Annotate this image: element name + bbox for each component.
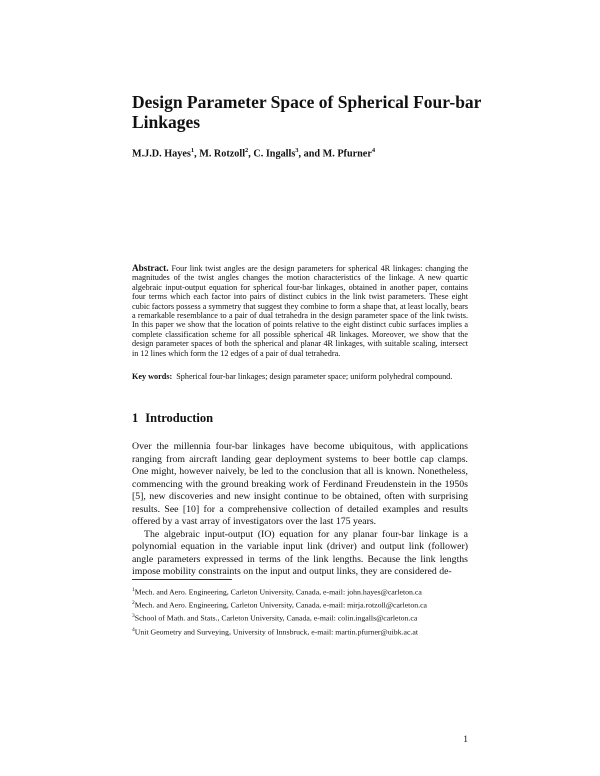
author-affiliation-mark: 2 — [245, 147, 249, 154]
section-title: Introduction — [145, 411, 214, 425]
footnote-mark: 2 — [132, 600, 135, 607]
abstract-heading: Abstract. — [132, 263, 169, 273]
footnotes — [132, 585, 468, 638]
footnote-text: School of Math. and Stats., Carleton University, Canada, e-mail: colin.ingalls@carleton.ca — [134, 613, 418, 623]
footnote-mark: 1 — [132, 587, 135, 593]
author-list — [132, 147, 492, 159]
footnote — [132, 611, 468, 624]
footnote-rule — [132, 579, 232, 580]
footnote — [132, 585, 468, 598]
footnote-text: Unit Geometry and Surveying, University of Innsbruck, e-mail: martin.pfurner@uibk.ac.at — [134, 627, 418, 637]
body-paragraph: The algebraic input-output (IO) equation for any planar four-bar linkage is a polynomial equation in the variable input link (driver) and output link (follower) angle parameters expressed in terms of the link lengths. Because the link lengths impose mobility constraints on the input and output links, they are considered de- — [132, 528, 468, 577]
author-separator: , — [194, 148, 200, 160]
footnote-mark: 4 — [132, 626, 135, 633]
footnote — [132, 625, 468, 638]
body-paragraph: Over the millennia four-bar linkages have become ubiquitous, with applications ranging from aircraft landing gear deployment systems to beer bottle cap clamps. One might, however naively, be led to the conclusion that all is known. Nonetheless, commencing with the ground breaking work of Ferdinand Freudenstein in the 1950s [5], new discoveries and new insight continue to be obtained, often with surprising results. See [10] for a comprehensive collection of detailed examples and results offered by a vast array of investigators over the last 175 years. — [132, 441, 468, 527]
author-name: M. Pfurner — [322, 148, 372, 160]
body-text — [132, 441, 468, 579]
author-affiliation-mark: 3 — [295, 147, 299, 154]
author-separator: , — [248, 148, 254, 160]
author-name: M. Rotzoll — [199, 148, 246, 160]
author-affiliation-mark: 1 — [190, 147, 195, 154]
keywords-text: Spherical four-bar linkages; design parameter space; uniform polyhedral compound. — [176, 372, 453, 381]
abstract — [132, 264, 468, 358]
footnote — [132, 598, 468, 611]
keywords — [132, 372, 468, 381]
keywords-heading: Key words: — [132, 372, 173, 381]
footnote-text: Mech. and Aero. Engineering, Carleton University, Canada, e-mail: john.hayes@carleton.ca — [134, 587, 422, 597]
abstract-text: Four link twist angles are the design parameters for spherical 4R linkages: changing the magnitudes of the twist angles changes the motion characteristics of the linkage. A new quartic algebraic input-output equation for spherical four-bar linkages, obtained in another paper, contains four terms which each factor into pairs of distinct cubics in the link twist parameters. These eight cubic factors possess a symmetry that suggest they combine to form a shape that, at least locally, bears a remarkable resemblance to a pair of dual tetrahedra in the design parameter space of the link twists. In this paper we show that the location of points relative to the eight distinct cubic surfaces implies a complete classification scheme for all possible spherical 4R linkages. Moreover, we show that the design parameter spaces of both the spherical and planar 4R linkages, with suitable scaling, intersect in 12 lines which form the 12 edges of a pair of dual tetrahedra. — [132, 264, 468, 358]
author-name: M.J.D. Hayes — [132, 148, 191, 160]
footnote-mark: 3 — [132, 613, 135, 620]
section-heading — [132, 411, 468, 426]
footnote-text: Mech. and Aero. Engineering, Carleton University, Canada, e-mail: mirja.rotzoll@carleton.ca — [134, 600, 427, 610]
author-affiliation-mark: 4 — [371, 147, 376, 154]
section-number: 1 — [132, 411, 139, 425]
page-number: 1 — [463, 735, 468, 745]
author-name: C. Ingalls — [253, 148, 296, 160]
author-separator: , and — [298, 148, 323, 160]
paper-title: Design Parameter Space of Spherical Four-bar Linkages — [132, 92, 482, 132]
